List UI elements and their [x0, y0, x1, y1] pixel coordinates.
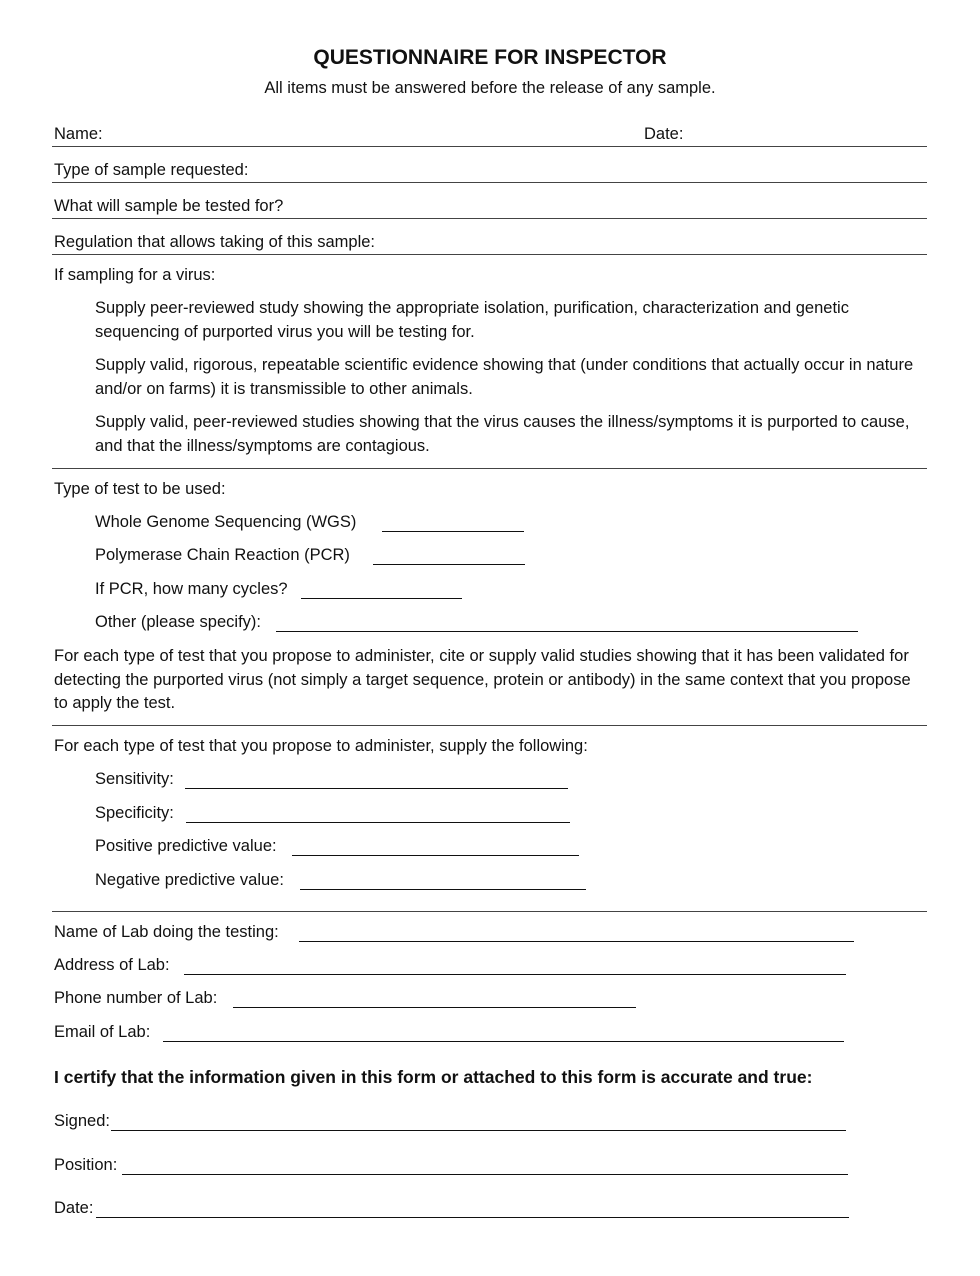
position-field[interactable]: [122, 1174, 848, 1175]
name-label: Name:: [54, 125, 103, 143]
tested-for-line[interactable]: [52, 218, 927, 219]
lab-name-field[interactable]: [299, 941, 854, 942]
ppv-field[interactable]: [292, 855, 579, 856]
lab-phone-label: Phone number of Lab:: [54, 989, 218, 1007]
validation-paragraph: For each type of test that you propose to administer, cite or supply valid studies showing that it has been validated for detecting the purported virus (not simply a target sequence, protein or antibody) in the same context that you propose to apply the test.: [54, 647, 911, 712]
sensitivity-field[interactable]: [185, 788, 568, 789]
virus-item-isolation: Supply peer-reviewed study showing the appropriate isolation, purification, characterization and genetic sequencing of purported virus you will be testing for.: [95, 299, 849, 341]
sample-type-line[interactable]: [52, 182, 927, 183]
lab-email-field[interactable]: [163, 1041, 844, 1042]
pcr-field[interactable]: [373, 564, 525, 565]
regulation-line[interactable]: [52, 254, 927, 255]
virus-item-transmissible: Supply valid, rigorous, repeatable scientific evidence showing that (under conditions that actually occur in nature and/or on farms) it is transmissible to other animals.: [95, 356, 914, 398]
other-test-field[interactable]: [276, 631, 858, 632]
regulation-label: Regulation that allows taking of this sample:: [54, 233, 376, 251]
form-title: QUESTIONNAIRE FOR INSPECTOR: [313, 46, 667, 69]
lab-phone-field[interactable]: [233, 1007, 636, 1008]
specificity-field[interactable]: [186, 822, 570, 823]
wgs-field[interactable]: [382, 531, 524, 532]
virus-item-causation: Supply valid, peer-reviewed studies showing that the virus causes the illness/symptoms it is purported to cause, and that the illness/symptoms are contagious.: [95, 413, 910, 455]
virus-heading: If sampling for a virus:: [54, 266, 216, 284]
section-divider: [52, 468, 927, 469]
section-divider: [52, 725, 927, 726]
wgs-label: Whole Genome Sequencing (WGS): [95, 513, 357, 531]
other-test-label: Other (please specify):: [95, 613, 261, 631]
date-label: Date:: [644, 125, 684, 143]
pcr-cycles-label: If PCR, how many cycles?: [95, 580, 288, 598]
tested-for-label: What will sample be tested for?: [54, 197, 284, 215]
ppv-label: Positive predictive value:: [95, 837, 277, 855]
position-label: Position:: [54, 1156, 118, 1174]
lab-address-label: Address of Lab:: [54, 956, 170, 974]
section-divider: [52, 911, 927, 912]
metrics-heading: For each type of test that you propose to administer, supply the following:: [54, 737, 588, 755]
lab-address-field[interactable]: [184, 974, 846, 975]
cert-date-field[interactable]: [96, 1217, 849, 1218]
signed-label: Signed:: [54, 1112, 110, 1130]
signed-field[interactable]: [111, 1130, 846, 1131]
npv-field[interactable]: [300, 889, 586, 890]
sensitivity-label: Sensitivity:: [95, 770, 174, 788]
lab-email-label: Email of Lab:: [54, 1023, 151, 1041]
form-subtitle: All items must be answered before the release of any sample.: [264, 79, 716, 97]
test-type-heading: Type of test to be used:: [54, 480, 226, 498]
certification-statement: I certify that the information given in this form or attached to this form is accurate and true:: [54, 1067, 813, 1087]
npv-label: Negative predictive value:: [95, 871, 284, 889]
sample-type-label: Type of sample requested:: [54, 161, 249, 179]
pcr-label: Polymerase Chain Reaction (PCR): [95, 546, 350, 564]
cert-date-label: Date:: [54, 1199, 94, 1217]
name-date-line[interactable]: [52, 146, 927, 147]
lab-name-label: Name of Lab doing the testing:: [54, 923, 279, 941]
specificity-label: Specificity:: [95, 804, 174, 822]
pcr-cycles-field[interactable]: [301, 598, 462, 599]
